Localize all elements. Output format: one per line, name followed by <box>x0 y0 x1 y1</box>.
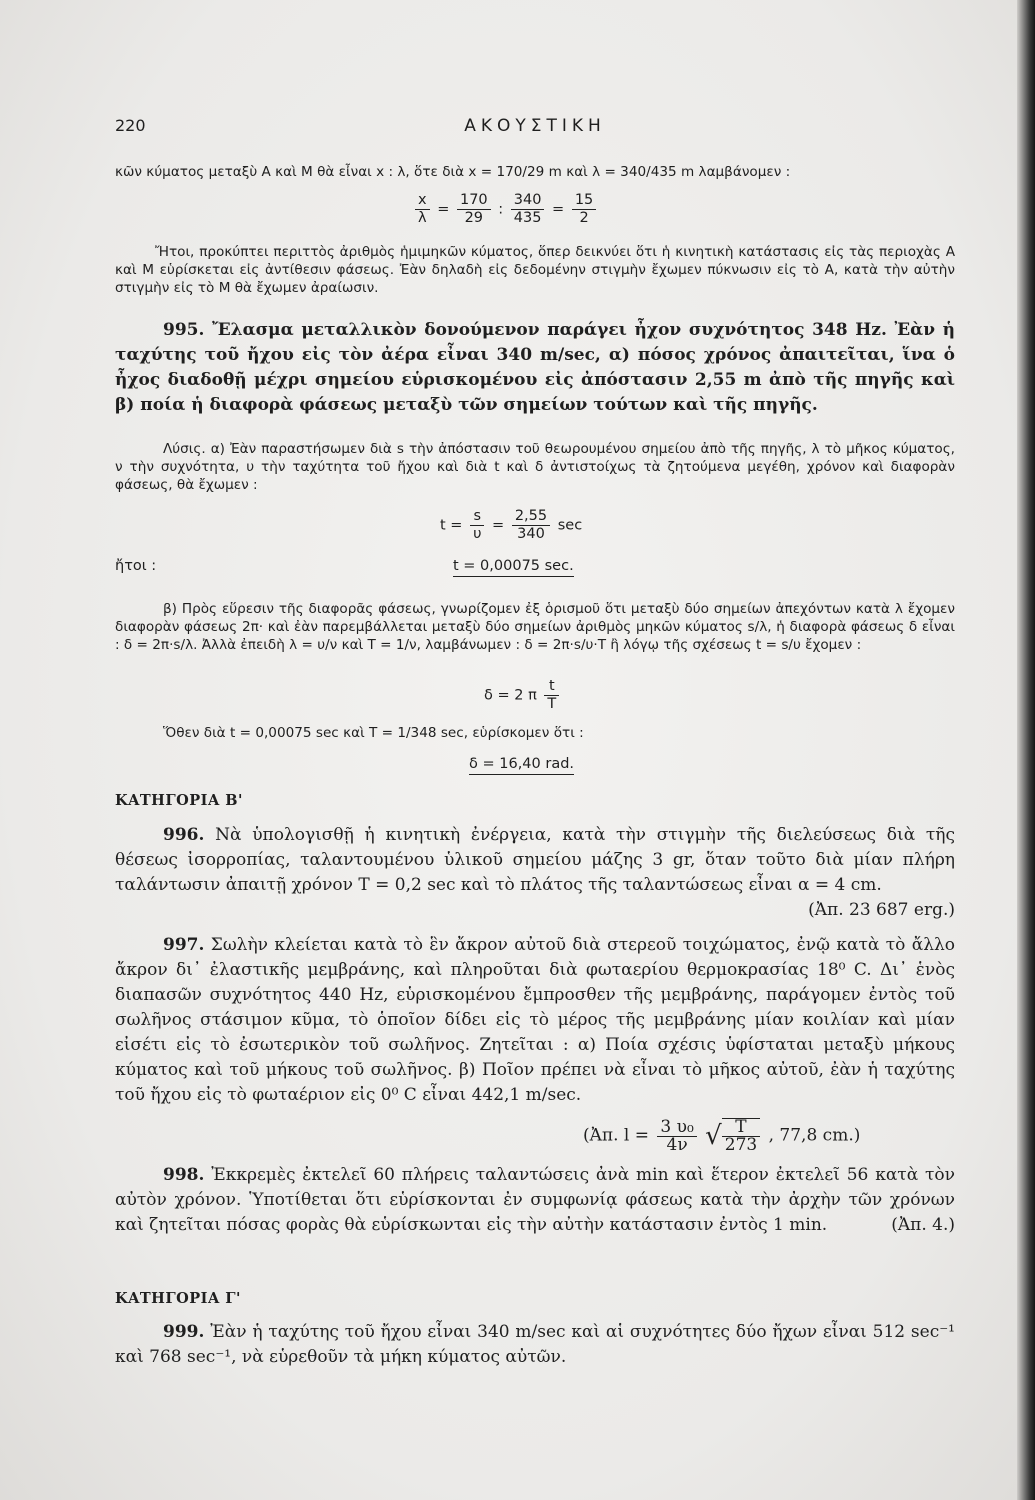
intro-equation: $\frac{x}{\lambda}$ = $\frac{170}{29}$ : $\frac{340}{435}$ = $\frac{15}{2}$ <box>412 192 599 227</box>
answer-frac-u-v: $\frac{\text{3 υ₀}}{4\nu}$ <box>657 1119 696 1154</box>
intro-paragraph: Ἤτοι, προκύπτει περιττὸς ἀριθμὸς ἡμιμηκῶν κύματος, ὅπερ δεικνύει ὅτι ἡ κινητικὴ κατάστασις εἰς τὰς περιοχὰς Α καὶ Μ εὑρίσκεται εἰς ἀντίθεσιν φάσεως. Ἐὰν δηλαδὴ εἰς δεδομένην στιγμὴν ἔχωμεν πύκνωσιν εἰς τὸ Α, κατὰ τὴν αὐτὴν στιγμὴν εἰς τὸ Μ θὰ ἔχωμεν ἀραίωσιν. <box>115 244 955 296</box>
problem-998-text: Ἐκκρεμὲς ἐκτελεῖ 60 πλήρεις ταλαντώσεις ἀνὰ min καὶ ἕτερον ἐκτελεῖ 56 κατὰ τὸν αὐτὸν χρόνον. Ὑποτίθεται ὅτι εὑρίσκονται ἐν συμφωνίᾳ φάσεως κατὰ τὴν ἀρχὴν τῶν χρόνων καὶ ζητεῖται πόσας φορὰς θὰ εὑρίσκωνται εἰς τὴν αὐτὴν κατάστασιν ἐντὸς 1 min. <box>115 1165 955 1235</box>
page-header <box>115 116 955 140</box>
problem-999-text: Ἐὰν ἡ ταχύτης τοῦ ἤχου εἶναι 340 m/sec καὶ αἱ συχνότητες δύο ἤχων εἶναι 512 sec⁻¹ καὶ 768 sec⁻¹, νὰ εὑρεθοῦν τὰ μήκη κύματος αὐτῶν. <box>115 1322 955 1367</box>
problem-997-text: Σωλὴν κλείεται κατὰ τὸ ἓν ἄκρον αὐτοῦ διὰ στερεοῦ τοιχώματος, ἐνῷ κατὰ τὸ ἄλλο ἄκρον δι᾽ ἐλαστικῆς μεμβράνης, καὶ πληροῦται διὰ φωταερίου θερμοκρασίας 18⁰ C. Δι᾽ ἑνὸς διαπασῶν συχνότητος 440 Hz, εὑρισκομένου ἔμπροσθεν τῆς μεμβράνης, παράγομεν ἐντὸς τοῦ σωλῆνος στάσιμον κῦμα, τὸ ὁποῖον δίδει εἰς τὸ μέρος τῆς μεμβράνης μίαν κοιλίαν καὶ μίαν εἰσέτι εἰς τὸ ἐσωτερικὸν τοῦ σωλῆνος. Ζητεῖται : α) Ποία σχέσις ὑφίσταται μεταξὺ μήκους κύματος καὶ τοῦ μήκους τοῦ σωλῆνος. β) Ποῖον πρέπει νὰ εἶναι τὸ μῆκος αὐτοῦ, ἐὰν ἡ ταχύτης τοῦ ἤχου εἰς τὸ φωταέριον εἰς 0⁰ C εἶναι 442,1 m/sec. <box>115 935 956 1105</box>
solution-b: β) Πρὸς εὕρεσιν τῆς διαφορᾶς φάσεως, γνωρίζομεν ἐξ ὁρισμοῦ ὅτι μεταξὺ δύο σημείων ἀπεχόντων κατὰ λ ἔχομεν διαφορὰν φάσεως 2π· καὶ ἐὰν παρεμβάλλεται μεταξὺ δύο σημείων ἀριθμὸς μηκῶν κύματος s/λ, ἡ διαφορὰ φάσεως δ εἶναι : δ = 2π·s/λ. Ἀλλὰ ἐπειδὴ λ = υ/ν καὶ T = 1/ν, λαμβάνωμεν : δ = 2π·s/υ·T ἢ λόγῳ τῆς σχέσεως t = s/υ ἔχομεν : <box>115 601 955 653</box>
eq-frac-170-29: $\frac{170}{29}$ <box>457 192 491 227</box>
problem-995-text: Ἔλασμα μεταλλικὸν δονούμενον παράγει ἦχον συχνότητος 348 Hz. Ἐὰν ἡ ταχύτης τοῦ ἤχου εἰς τὸν ἀέρα εἶναι 340 m/sec, α) πόσος χρόνος ἀπαιτεῖται, ἵνα ὁ ἦχος διαδοθῇ μέχρι σημείου εὑρισκομένου εἰς ἀπόστασιν 2,55 m ἀπὸ τῆς πηγῆς καὶ β) ποία ἡ διαφορὰ φάσεως μεταξὺ τῶν σημείων τούτων καὶ τῆς πηγῆς. <box>115 320 955 415</box>
eq-frac-15-2: $\frac{15}{2}$ <box>572 192 596 227</box>
othen-line: Ὅθεν διὰ t = 0,00075 sec καὶ T = 1/348 sec, εὑρίσκομεν ὅτι : <box>163 725 584 741</box>
result-delta: δ = 16,40 rad. <box>469 756 574 772</box>
problem-996-answer: (Ἀπ. 23 687 erg.) <box>808 900 955 920</box>
problem-995-number: 995. <box>163 320 205 340</box>
category-c-heading: ΚΑΤΗΓΟΡΙΑ Γ' <box>115 1290 241 1307</box>
equation-t: t = $\frac{s}{\upsilon}$ = $\frac{2,55}{340}$ sec <box>440 508 583 542</box>
eq-frac-s-u: $\frac{s}{\upsilon}$ <box>470 508 484 543</box>
problem-996-text: Νὰ ὑπολογισθῇ ἡ κινητικὴ ἐνέργεια, κατὰ τὴν στιγμὴν τῆς διελεύσεως διὰ τῆς θέσεως ἰσορροπίας, ταλαντουμένου ὑλικοῦ σημείου μάζης 3 gr, ὅταν τοῦτο διὰ μίαν πλήρη ταλάντωσιν ἀπαιτῇ χρόνον T = 0,2 sec καὶ τὸ πλάτος τῆς ταλαντώσεως εἶναι α = 4 cm. <box>115 825 956 895</box>
eq-frac-255-340: $\frac{2,55}{340}$ <box>512 508 550 543</box>
eq-frac-t-T: $\frac{t}{T}$ <box>544 678 559 713</box>
problem-999-number: 999. <box>163 1322 205 1342</box>
result-t: t = 0,00075 sec. <box>453 558 574 574</box>
problem-998-number: 998. <box>163 1165 205 1185</box>
eq-frac-x-lambda: $\frac{x}{\lambda}$ <box>415 192 430 227</box>
problem-997-number: 997. <box>163 935 205 955</box>
intro-line: κῶν κύματος μεταξὺ Α καὶ Μ θὰ εἶναι x : λ, ὅτε διὰ x = 170/29 m καὶ λ = 340/435 m λαμβάνομεν : <box>115 164 791 180</box>
solution-a: Λύσις. α) Ἐὰν παραστήσωμεν διὰ s τὴν ἀπόστασιν τοῦ θεωρουμένου σημείου ἀπὸ τῆς πηγῆς, λ τὸ μῆκος κύματος, ν τὴν συχνότητα, υ τὴν ταχύτητα τοῦ ἤχου καὶ διὰ t καὶ δ ἀντιστοίχως τὰ ζητούμενα μεγέθη, χρόνον καὶ διαφορὰν φάσεως, θὰ ἔχωμεν : <box>115 441 955 493</box>
problem-998-answer: (Ἀπ. 4.) <box>891 1215 955 1235</box>
equation-delta: δ = 2 π $\frac{t}{T}$ <box>484 678 562 713</box>
answer-frac-root: $\frac{T}{273}$ <box>722 1118 760 1154</box>
running-title: ΑΚΟΥΣΤΙΚΗ <box>464 116 606 136</box>
problem-999 <box>115 1320 955 1370</box>
problem-995 <box>115 318 955 418</box>
sqrt-icon: √ <box>705 1121 722 1151</box>
page-number: 220 <box>115 116 146 135</box>
category-b-heading: ΚΑΤΗΓΟΡΙΑ Β' <box>115 792 243 809</box>
problem-997-answer: (Ἀπ. l = $\frac{\text{3 υ₀}}{4\nu}$ √ $\frac{T}{273}$ , 77,8 cm.) <box>583 1116 861 1155</box>
problem-997 <box>115 933 955 1108</box>
page-binding-edge <box>1017 0 1035 1500</box>
problem-996-number: 996. <box>163 825 205 845</box>
problem-998 <box>115 1163 955 1238</box>
problem-996 <box>115 823 955 923</box>
eq-frac-340-435: $\frac{340}{435}$ <box>511 192 545 227</box>
itoi-label: ἤτοι : <box>115 558 157 574</box>
